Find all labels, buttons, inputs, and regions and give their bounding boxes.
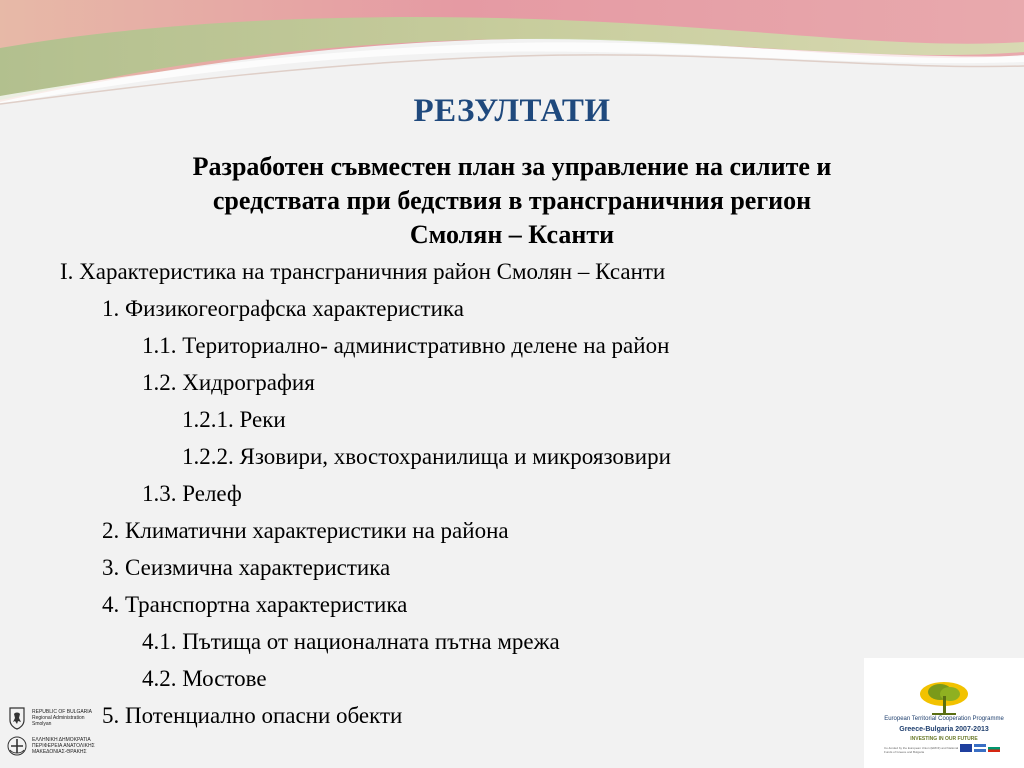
- outline-item: 4.2. Мостове: [142, 666, 267, 691]
- logo-text-line: ΠΕΡΙΦΕΡΕΙΑ ΑΝΑΤΟΛΙΚΗΣ: [32, 743, 95, 749]
- bulgaria-logo: [6, 704, 116, 732]
- outline-item: 5. Потенциално опасни обекти: [102, 703, 403, 728]
- lion-crest-icon: [6, 706, 28, 730]
- logo-text-line: REPUBLIC OF BULGARIA: [32, 709, 93, 715]
- slide-title: РЕЗУЛТАТИ: [413, 93, 611, 129]
- programme-caption: European Territorial Cooperation Programme: [884, 716, 1004, 722]
- logo-text-line: ΜΑΚΕΔΟΝΙΑΣ-ΘΡΑΚΗΣ: [32, 749, 87, 755]
- logo-text-line: Regional Administration: [32, 715, 85, 721]
- greece-logo-text: [32, 737, 95, 755]
- flags-icon: [960, 744, 1000, 752]
- programme-name: Greece-Bulgaria 2007-2013: [899, 726, 989, 733]
- outline-item: 1.3. Релеф: [142, 481, 242, 506]
- programme-slogan: INVESTING IN OUR FUTURE: [910, 736, 978, 742]
- logo-text-line: ΕΛΛΗΝΙΚΗ ΔΗΜΟΚΡΑΤΙΑ: [32, 737, 91, 743]
- outline-item: 4.1. Пътища от националната пътна мрежа: [142, 629, 560, 654]
- programme-fine-print: Co-funded by the European Union (ERDF) and National Funds of Greece and Bulgaria: [884, 746, 959, 754]
- outline-item: 1.1. Териториално- административно делене на район: [142, 333, 670, 358]
- partner-logos-left: [6, 704, 116, 762]
- sun-tree-logo-icon: [914, 680, 974, 716]
- subtitle-line: Смолян – Ксанти: [409, 220, 615, 249]
- greece-logo: [6, 732, 116, 760]
- outline-item: 3. Сеизмична характеристика: [102, 555, 391, 580]
- outline-item: 1.2.2. Язовири, хвостохранилища и микроязовири: [182, 444, 671, 469]
- slide-subtitle: [60, 150, 964, 252]
- logo-text-line: Smolyan: [32, 721, 52, 727]
- programme-logo: [864, 658, 1024, 768]
- bulgaria-logo-text: [32, 709, 92, 727]
- outline-item: 2. Климатични характеристики на района: [102, 518, 509, 543]
- outline-item: 1. Физикогеографска характеристика: [102, 296, 464, 321]
- outline-item: I. Характеристика на трансграничния район Смолян – Ксанти: [60, 259, 666, 284]
- outline-item: 1.2. Хидрография: [142, 370, 315, 395]
- greek-crest-icon: [6, 734, 28, 758]
- subtitle-line: средствата при бедствия в трансграничния регион: [212, 186, 812, 215]
- outline-item: 4. Транспортна характеристика: [102, 592, 408, 617]
- outline-item: 1.2.1. Реки: [182, 407, 286, 432]
- subtitle-line: Разработен съвместен план за управление на силите и: [192, 152, 832, 181]
